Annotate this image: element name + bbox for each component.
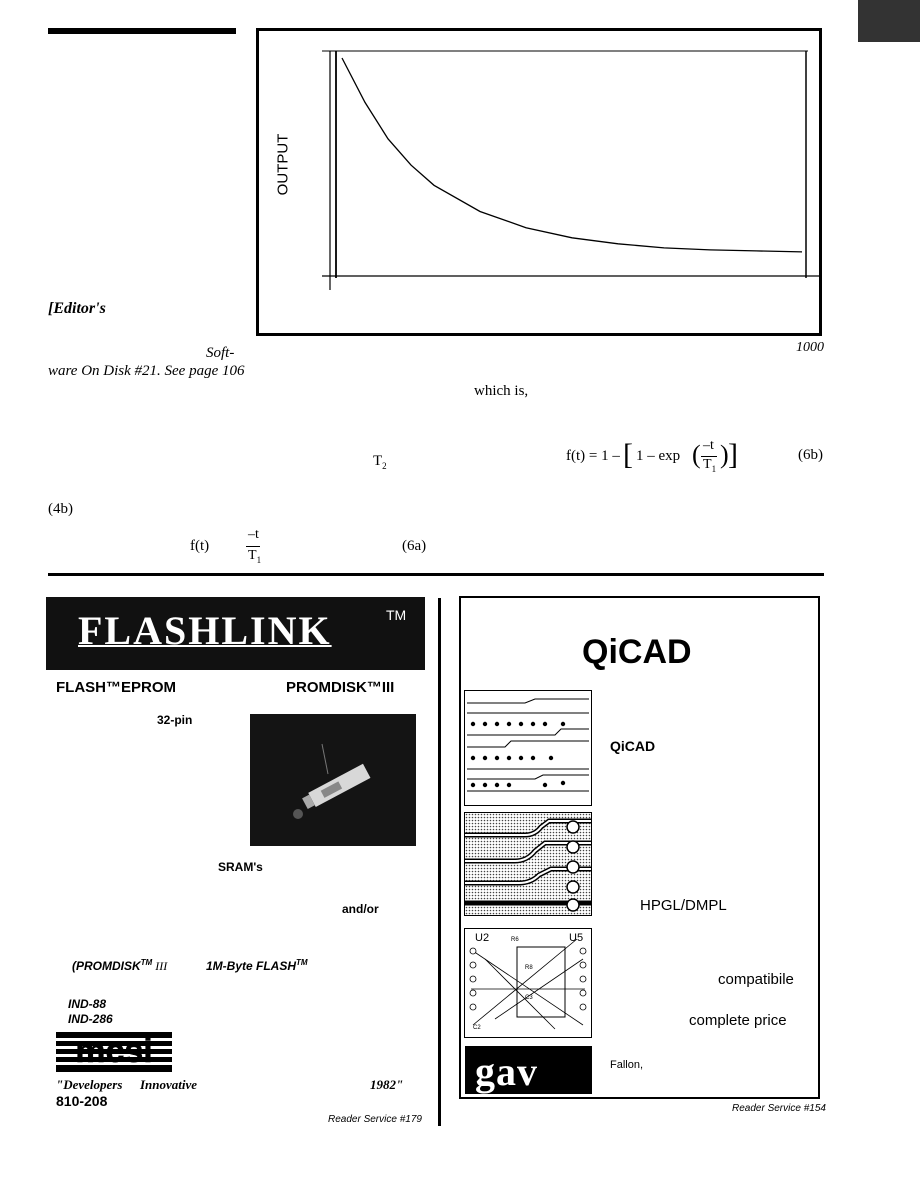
mcsi-logo-art xyxy=(56,1032,172,1072)
pcb-image-layout xyxy=(464,928,592,1038)
pcb-label-u5: U5 xyxy=(569,932,584,944)
flash-eprom-text: FLASH™EPROM xyxy=(56,679,176,696)
eq6a-lhs: f(t) xyxy=(190,538,210,554)
fallon-text: Fallon, xyxy=(610,1059,644,1071)
y-axis-label: OUTPUT xyxy=(274,133,292,196)
qicad-title: QiCAD xyxy=(582,633,692,671)
mcsi-logo xyxy=(56,1032,172,1072)
pcb-grid-art xyxy=(465,813,591,915)
compat-text: compatibile xyxy=(718,971,794,988)
eq6b-inner: 1 – exp xyxy=(636,448,681,464)
reader-service-154: Reader Service #154 xyxy=(732,1103,826,1114)
which-is-text: which is, xyxy=(474,383,529,399)
eq4b-label: (4b) xyxy=(48,501,73,517)
header-rule xyxy=(48,28,236,34)
x-end-tick-label: 1000 xyxy=(796,340,824,355)
decay-chart xyxy=(256,28,822,336)
eq6b-lhs: f(t) = 1 – xyxy=(566,448,620,464)
pcb-label-r8: R8 xyxy=(525,965,533,971)
mcsi-logo-text: mcsi xyxy=(75,1032,153,1070)
price-text: complete price xyxy=(689,1012,787,1029)
reader-service-179: Reader Service #179 xyxy=(328,1114,422,1125)
pcb-image-traces xyxy=(464,690,592,806)
decay-curve-line xyxy=(342,58,802,252)
eq6a-fraction xyxy=(244,527,274,569)
eq6b-den-subscript: 1 xyxy=(711,463,717,474)
ind88-text: IND-88 xyxy=(68,997,107,1011)
t2-letter: T xyxy=(373,453,383,469)
product-photo-art xyxy=(250,714,416,846)
flashlink-title: FLASHLINK xyxy=(78,608,332,653)
flashlink-banner xyxy=(46,597,425,670)
pcb-traces-art xyxy=(465,691,591,805)
eq6b-paren-close: ) xyxy=(720,440,729,469)
pcb-image-grid xyxy=(464,812,592,916)
gav-logo xyxy=(465,1046,592,1094)
andor-text: and/or xyxy=(342,902,379,916)
ind286-text: IND-286 xyxy=(68,1012,113,1026)
eq6b-den-letter: T xyxy=(703,457,712,472)
flash-line xyxy=(206,958,308,973)
eq6b-paren-open: ( xyxy=(692,440,701,469)
eq6a-label: (6a) xyxy=(402,538,427,554)
pcb-label-c2: C2 xyxy=(473,1025,481,1031)
corner-smudge-image xyxy=(858,0,920,42)
editors-note-start: [Editor's xyxy=(48,300,106,317)
eq6b-numerator: –t xyxy=(703,438,714,453)
column-divider xyxy=(438,598,441,1126)
eq6b-label: (6b) xyxy=(798,447,823,463)
promdisk-text: PROMDISK™III xyxy=(286,679,395,696)
phone-text: 810-208 xyxy=(56,1093,108,1109)
gav-logo-text: gav xyxy=(475,1049,538,1094)
promdisk-line-tm: TM xyxy=(140,958,153,967)
section-divider xyxy=(48,573,824,576)
pcb-label-c3: C3 xyxy=(525,995,533,1001)
eq6a-fraction-bar xyxy=(246,546,260,547)
pcb-label-r6: R6 xyxy=(511,937,519,943)
equation-6b xyxy=(566,440,736,480)
slogan-b: Innovative xyxy=(140,1077,198,1092)
slogan-c: 1982" xyxy=(370,1077,404,1092)
flashlink-tm: TM xyxy=(386,607,407,623)
promdisk-line xyxy=(72,958,167,974)
pcb-layout-art xyxy=(465,929,591,1037)
eq6a-den-letter: T xyxy=(248,548,257,563)
flash-line-a: 1M-Byte FLASH xyxy=(206,959,297,973)
eq6b-close-bracket: ] xyxy=(728,438,738,471)
eq6b-denominator xyxy=(703,457,716,474)
srams-text: SRAM's xyxy=(218,860,263,874)
product-photo xyxy=(250,714,416,846)
slogan-a: "Developers xyxy=(56,1077,123,1092)
editors-note-disk: ware On Disk #21. See page 106 xyxy=(48,363,245,379)
editors-note-soft: Soft- xyxy=(206,345,235,361)
pin-text: 32-pin xyxy=(157,713,193,727)
promdisk-line-a: (PROMDISK xyxy=(72,959,141,973)
eq6a-den-subscript: 1 xyxy=(256,554,262,565)
hpgl-text: HPGL/DMPL xyxy=(640,897,727,914)
promdisk-line-b: III xyxy=(152,959,168,973)
t2-symbol xyxy=(373,453,387,471)
t2-subscript: 2 xyxy=(382,461,387,471)
flash-line-tm: TM xyxy=(296,958,308,967)
eq6a-denominator xyxy=(248,548,261,565)
eq6b-open-bracket: [ xyxy=(623,438,633,471)
eq6a-numerator: –t xyxy=(248,527,259,542)
pcb-label-u2: U2 xyxy=(475,932,490,944)
qicad-small-text: QiCAD xyxy=(610,738,656,754)
